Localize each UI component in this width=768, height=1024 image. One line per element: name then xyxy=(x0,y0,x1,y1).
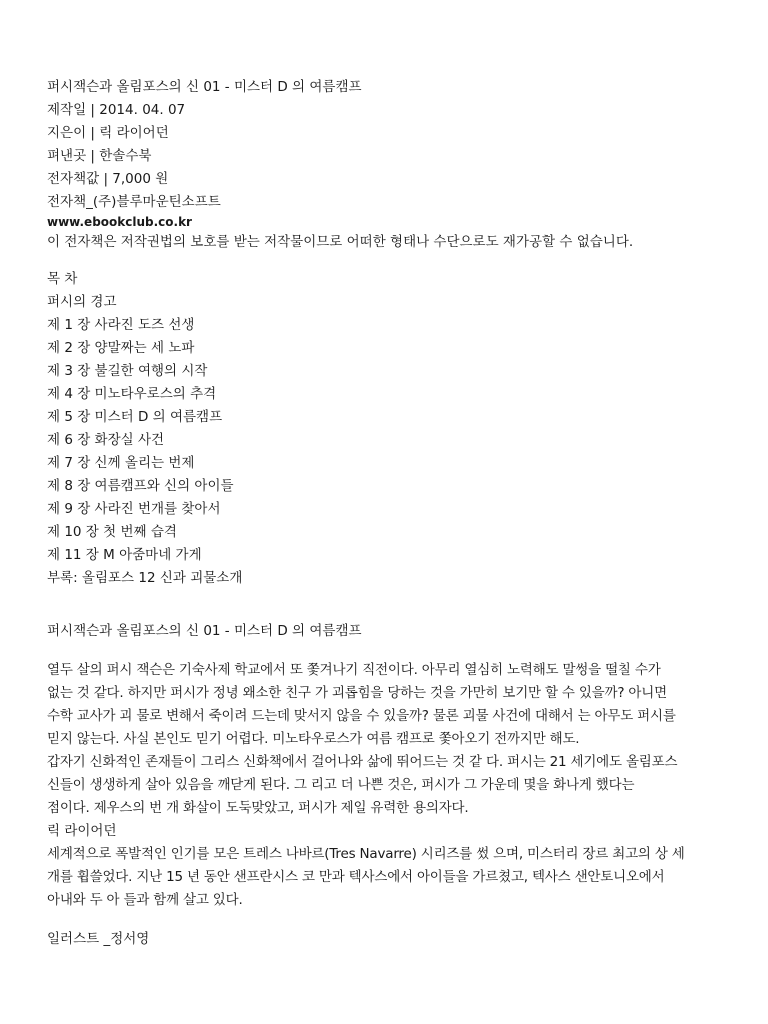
publisher-line: 펴낸곳 | 한솔수북 xyxy=(47,148,152,164)
toc-item: 제 5 장 미스터 D 의 여름캠프 xyxy=(47,409,223,425)
toc-item: 부록: 올림포스 12 신과 괴물소개 xyxy=(47,570,243,586)
toc-item: 퍼시의 경고 xyxy=(47,294,117,310)
price-line: 전자책값 | 7,000 원 xyxy=(47,171,169,187)
synopsis-line: 열두 살의 퍼시 잭슨은 기숙사제 학교에서 또 쫓겨나기 직전이다. 아무리 열심히 노력해도 말썽을 떨칠 수가 xyxy=(47,662,661,678)
illustrator-line: 일러스트 _정서영 xyxy=(47,931,150,947)
table-of-contents xyxy=(47,268,727,590)
book-info xyxy=(47,76,727,254)
author-line: 지은이 | 릭 라이어던 xyxy=(47,125,169,141)
toc-item: 제 2 장 양말짜는 세 노파 xyxy=(47,340,195,356)
toc-item: 제 8 장 여름캠프와 신의 아이들 xyxy=(47,478,234,494)
synopsis-line: 없는 것 같다. 하지만 퍼시가 정녕 왜소한 친구 가 괴롭힘을 당하는 것을 가만히 보기만 할 수 있을까? 아니면 xyxy=(47,685,667,701)
ebook-maker-line: 전자책_(주)블루마운틴소프트 xyxy=(47,194,221,210)
synopsis-line: 점이다. 제우스의 번 개 화살이 도둑맞았고, 퍼시가 제일 유력한 용의자다. xyxy=(47,800,469,816)
synopsis-title: 퍼시잭슨과 올림포스의 신 01 - 미스터 D 의 여름캠프 xyxy=(47,623,362,639)
author-bio-paragraph xyxy=(47,843,727,912)
copyright-notice: 이 전자책은 저작권법의 보호를 받는 저작물이므로 어떠한 형태나 수단으로도 재가공할 수 없습니다. xyxy=(47,234,634,250)
website-link[interactable]: www.ebookclub.co.kr xyxy=(47,215,192,229)
author-bio-line: 개를 휩쓸었다. 지난 15 년 동안 샌프란시스 코 만과 텍사스에서 아이들을 가르쳤고, 텍사스 샌안토니오에서 xyxy=(47,869,665,885)
toc-item: 제 6 장 화장실 사건 xyxy=(47,432,165,448)
toc-item: 제 1 장 사라진 도즈 선생 xyxy=(47,317,195,333)
synopsis-line: 갑자기 신화적인 존재들이 그리스 신화책에서 걸어나와 삶에 뛰어드는 것 같 다. 퍼시는 21 세기에도 올림포스 xyxy=(47,754,678,770)
author-bio-line: 아내와 두 아 들과 함께 살고 있다. xyxy=(47,892,243,908)
production-date: 제작일 | 2014. 04. 07 xyxy=(47,102,186,118)
toc-item: 제 3 장 불길한 여행의 시작 xyxy=(47,363,208,379)
synopsis-line: 신들이 생생하게 살아 있음을 깨닫게 된다. 그 리고 더 나쁜 것은, 퍼시가 그 가운데 몇을 화나게 했다는 xyxy=(47,777,635,793)
synopsis-paragraph xyxy=(47,659,727,820)
toc-item: 제 10 장 첫 번째 습격 xyxy=(47,524,177,540)
toc-item: 제 9 장 사라진 번개를 찾아서 xyxy=(47,501,221,517)
synopsis-line: 믿지 않는다. 사실 본인도 믿기 어렵다. 미노타우로스가 여름 캠프로 쫓아오기 전까지만 해도. xyxy=(47,731,580,747)
toc-item: 제 7 장 신께 올리는 번제 xyxy=(47,455,195,471)
author-name: 릭 라이어던 xyxy=(47,823,117,839)
document-page xyxy=(47,76,727,951)
author-bio-line: 세계적으로 폭발적인 인기를 모은 트레스 나바르(Tres Navarre) 시리즈를 썼 으며, 미스터리 장르 최고의 상 세 xyxy=(47,846,685,862)
synopsis-line: 수학 교사가 괴 물로 변해서 죽이려 드는데 맞서지 않을 수 있을까? 물론 괴물 사건에 대해서 는 아무도 퍼시를 xyxy=(47,708,676,724)
synopsis-section xyxy=(47,620,727,820)
author-bio-section xyxy=(47,820,727,912)
toc-item: 제 4 장 미노타우로스의 추격 xyxy=(47,386,217,402)
book-title: 퍼시잭슨과 올림포스의 신 01 - 미스터 D 의 여름캠프 xyxy=(47,79,362,95)
toc-item: 제 11 장 M 아줌마네 가게 xyxy=(47,547,202,563)
toc-heading: 목 차 xyxy=(47,271,78,287)
